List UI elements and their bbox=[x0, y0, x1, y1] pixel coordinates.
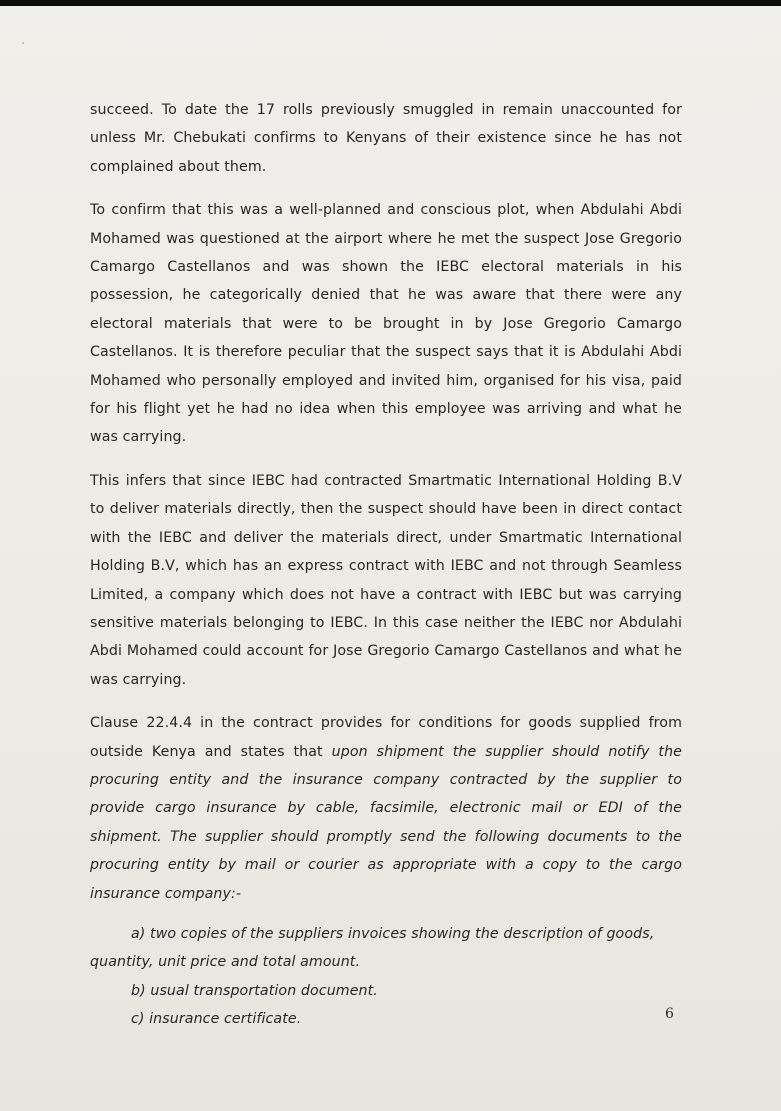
paragraph-2: To confirm that this was a well-planned and conscious plot, when Abdulahi Abdi Mohamed was questioned at the airport where he met the suspect Jose Gregorio Camargo Castellanos and was shown the IEBC electoral materials in his possession, he categorically denied that he was aware that there were any electoral materials that were to be brought in by Jose Gregorio Camargo Castellanos. It is therefore peculiar that the suspect says that it is Abdulahi Abdi Mohamed who personally employed and invited him, organised for his visa, paid for his flight yet he had no idea when this employee was arriving and what he was carrying. bbox=[90, 202, 682, 446]
list-item-a bbox=[90, 920, 682, 977]
document-list bbox=[90, 920, 682, 1034]
clause-quote: upon shipment the supplier should notify the procuring entity and the insurance company contracted by the supplier to provide cargo insurance by cable, facsimile, electronic mail or EDI of the shipment. The supplier should promptly send the following documents to the procuring entity by mail or courier as appropriate with a copy to the cargo insurance company:- bbox=[90, 743, 682, 902]
paragraph-1: succeed. To date the 17 rolls previously smuggled in remain unaccounted for unless Mr. Chebukati confirms to Kenyans of their existence since he has not complained about them. bbox=[90, 102, 682, 175]
clause-intro: Clause 22.4.4 in the contract provides for conditions for goods supplied from outside Kenya and states that bbox=[90, 715, 682, 760]
scan-speck bbox=[22, 42, 24, 44]
list-item-b bbox=[131, 977, 682, 1005]
paragraph-clause bbox=[90, 709, 682, 908]
list-item-a-line2: quantity, unit price and total amount. bbox=[90, 954, 361, 971]
list-item-a-line1: a) two copies of the suppliers invoices showing the description of goods, bbox=[131, 925, 655, 942]
list-item-b-line1: b) usual transportation document. bbox=[131, 982, 378, 999]
page-number: 6 bbox=[665, 1006, 674, 1022]
list-item-c bbox=[131, 1005, 682, 1033]
list-item-c-line1: c) insurance certificate. bbox=[131, 1011, 302, 1028]
document-body bbox=[90, 96, 682, 1034]
paragraph-3: This infers that since IEBC had contracted Smartmatic International Holding B.V to deliver materials directly, then the suspect should have been in direct contact with the IEBC and deliver the materials direct, under Smartmatic International Holding B.V, which has an express contract with IEBC and not through Seamless Limited, a company which does not have a contract with IEBC but was carrying sensitive materials belonging to IEBC. In this case neither the IEBC nor Abdulahi Abdi Mohamed could account for Jose Gregorio Camargo Castellanos and what he was carrying. bbox=[90, 472, 682, 688]
